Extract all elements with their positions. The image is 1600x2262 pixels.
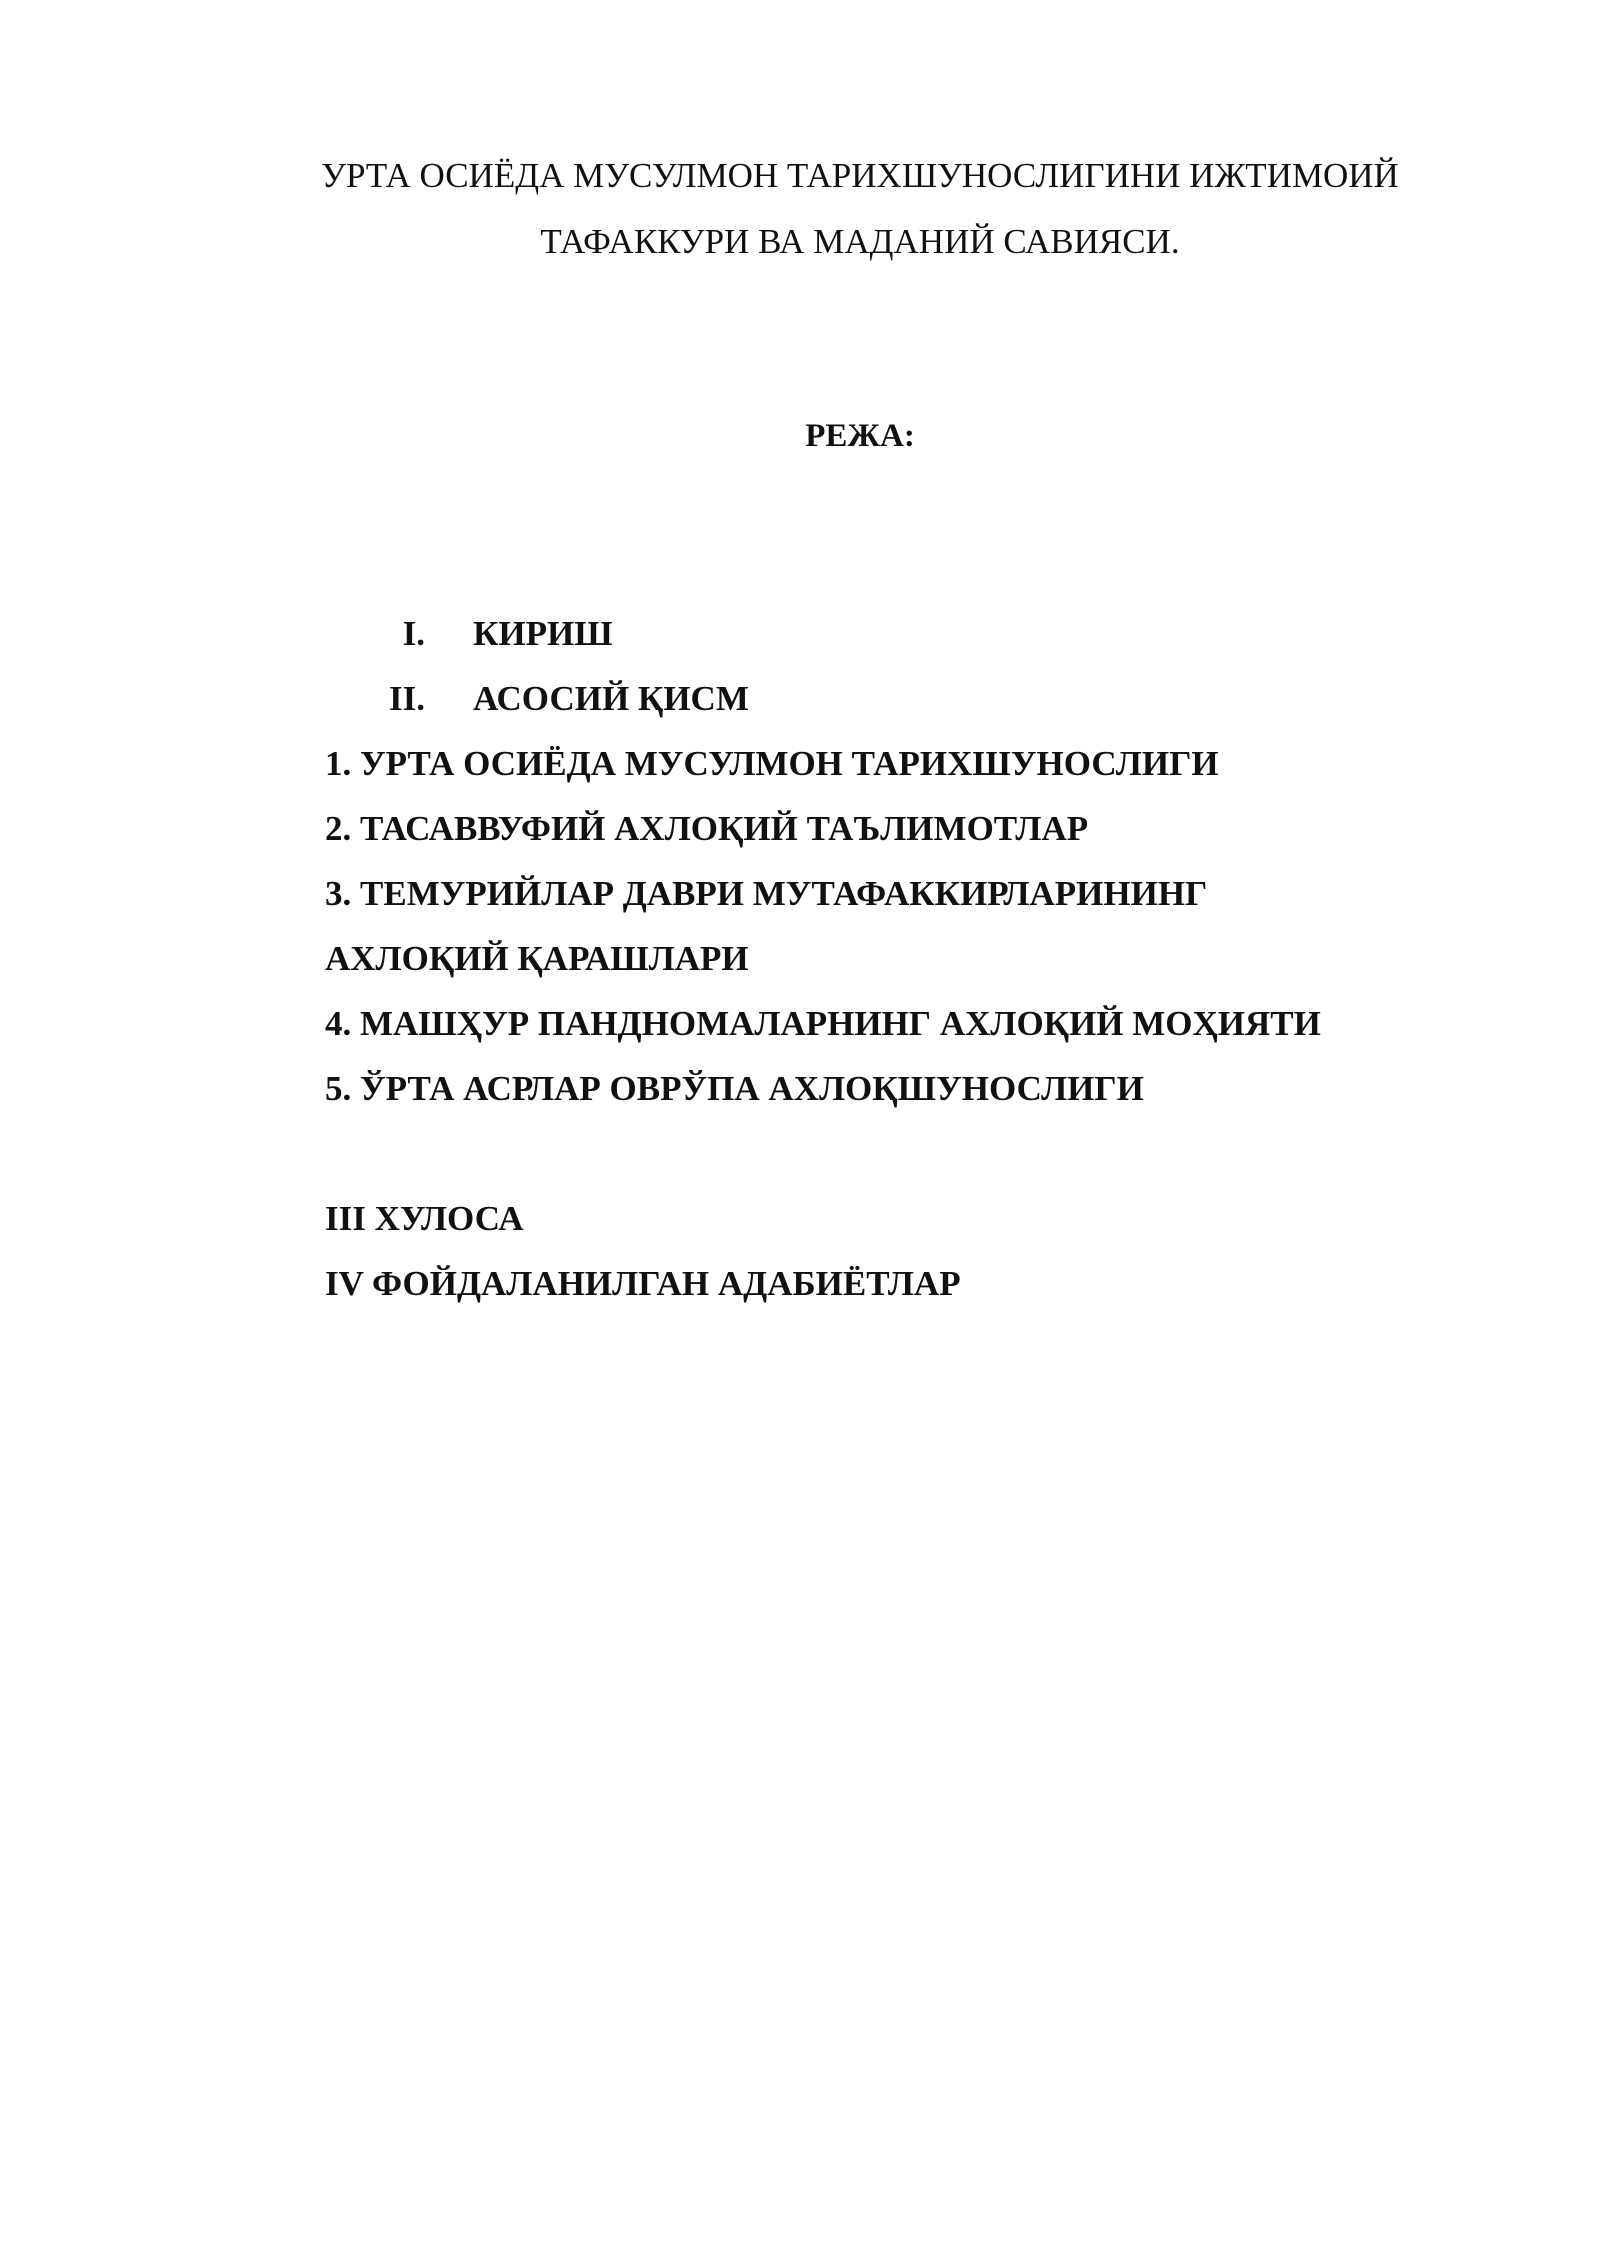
- subsection-item-4: 4. МАШҲУР ПАНДНОМАЛАРНИНГ АХЛОҚИЙ МОҲИЯТИ: [325, 1004, 1321, 1043]
- document-title-line-1: УРТА ОСИЁДА МУСУЛМОН ТАРИХШУНОСЛИГИНИ ИЖТИМОИЙ: [321, 156, 1399, 195]
- section-numeral-2: II.: [389, 679, 425, 718]
- section-label-1: КИРИШ: [473, 614, 613, 653]
- subsection-item-3-line-2: АХЛОҚИЙ ҚАРАШЛАРИ: [325, 939, 749, 978]
- section-label-2: АСОСИЙ ҚИСМ: [473, 679, 749, 718]
- subsection-item-1: 1. УРТА ОСИЁДА МУСУЛМОН ТАРИХШУНОСЛИГИ: [325, 744, 1219, 783]
- subsection-item-3-line-1: 3. ТЕМУРИЙЛАР ДАВРИ МУТАФАККИРЛАРИНИНГ: [325, 874, 1208, 913]
- subsection-item-2: 2. ТАСАВВУФИЙ АХЛОҚИЙ ТАЪЛИМОТЛАР: [325, 809, 1089, 848]
- document-title-line-2: ТАФАККУРИ ВА МАДАНИЙ САВИЯСИ.: [540, 222, 1180, 261]
- subsection-item-5: 5. ЎРТА АСРЛАР ОВРЎПА АХЛОҚШУНОСЛИГИ: [325, 1069, 1144, 1108]
- references-item: IV ФОЙДАЛАНИЛГАН АДАБИЁТЛАР: [325, 1264, 961, 1303]
- conclusion-item: III ХУЛОСА: [325, 1199, 524, 1238]
- section-numeral-1: I.: [402, 614, 425, 653]
- plan-heading: РЕЖА:: [805, 418, 915, 454]
